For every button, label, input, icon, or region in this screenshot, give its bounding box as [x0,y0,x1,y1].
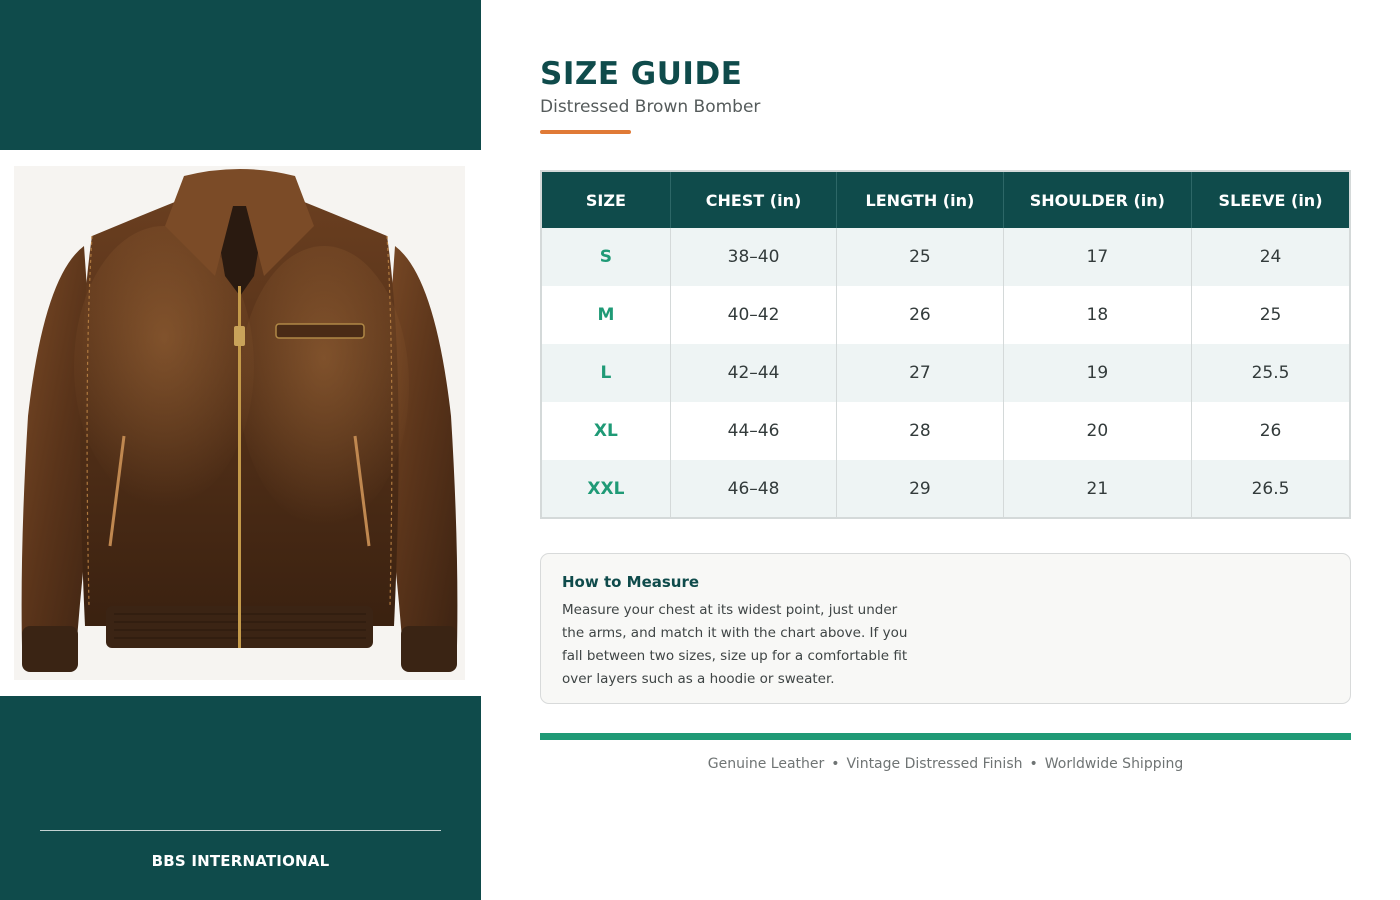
sleeve-cell: 26.5 [1192,460,1350,518]
brand-name: BBS INTERNATIONAL [151,852,330,870]
jacket-illustration [14,166,465,680]
sleeve-cell: 24 [1192,228,1350,286]
column-header-length: LENGTH (in) [837,171,1003,228]
chest-cell: 38–40 [670,228,836,286]
feature-item: Vintage Distressed Finish [846,756,1023,772]
length-cell: 28 [837,402,1003,460]
shoulder-cell: 17 [1003,228,1191,286]
how-to-measure-panel [540,553,1351,704]
feature-item: Worldwide Shipping [1044,756,1184,772]
shoulder-cell: 20 [1003,402,1191,460]
table-row [541,460,1350,518]
page-title: SIZE GUIDE [540,56,743,92]
shoulder-cell: 18 [1003,286,1191,344]
chest-cell: 46–48 [670,460,836,518]
title-accent-bar [540,130,631,134]
size-chart-table [540,170,1351,519]
size-cell: XL [541,402,670,460]
size-cell: XXL [541,460,670,518]
chest-cell: 40–42 [670,286,836,344]
size-cell: S [541,228,670,286]
size-cell: M [541,286,670,344]
table-header-row [541,171,1350,228]
footer-accent-bar [540,733,1351,740]
column-header-shoulder: SHOULDER (in) [1003,171,1191,228]
column-header-sleeve: SLEEVE (in) [1192,171,1350,228]
length-cell: 26 [837,286,1003,344]
length-cell: 29 [837,460,1003,518]
shoulder-cell: 21 [1003,460,1191,518]
table-row [541,228,1350,286]
sleeve-cell: 26 [1192,402,1350,460]
chest-cell: 44–46 [670,402,836,460]
measure-instructions: Measure your chest at its widest point, just under the arms, and match it with the chart above. If you fall between two sizes, size up for a comfortable fit over layers such as a hoodie or sweater. [562,602,908,687]
feature-item: Genuine Leather [707,756,825,772]
feature-list [540,756,1351,772]
chest-cell: 42–44 [670,344,836,402]
size-cell: L [541,344,670,402]
sleeve-cell: 25 [1192,286,1350,344]
column-header-chest: CHEST (in) [670,171,836,228]
product-image [14,166,465,680]
table-row [541,402,1350,460]
sleeve-cell: 25.5 [1192,344,1350,402]
length-cell: 25 [837,228,1003,286]
table-row [541,344,1350,402]
separator-dot: • [1029,756,1038,772]
product-subtitle: Distressed Brown Bomber [540,97,761,117]
table-row [541,286,1350,344]
shoulder-cell: 19 [1003,344,1191,402]
brand-divider [40,830,441,831]
length-cell: 27 [837,344,1003,402]
column-header-size: SIZE [541,171,670,228]
measure-title: How to Measure [562,573,700,591]
separator-dot: • [831,756,840,772]
